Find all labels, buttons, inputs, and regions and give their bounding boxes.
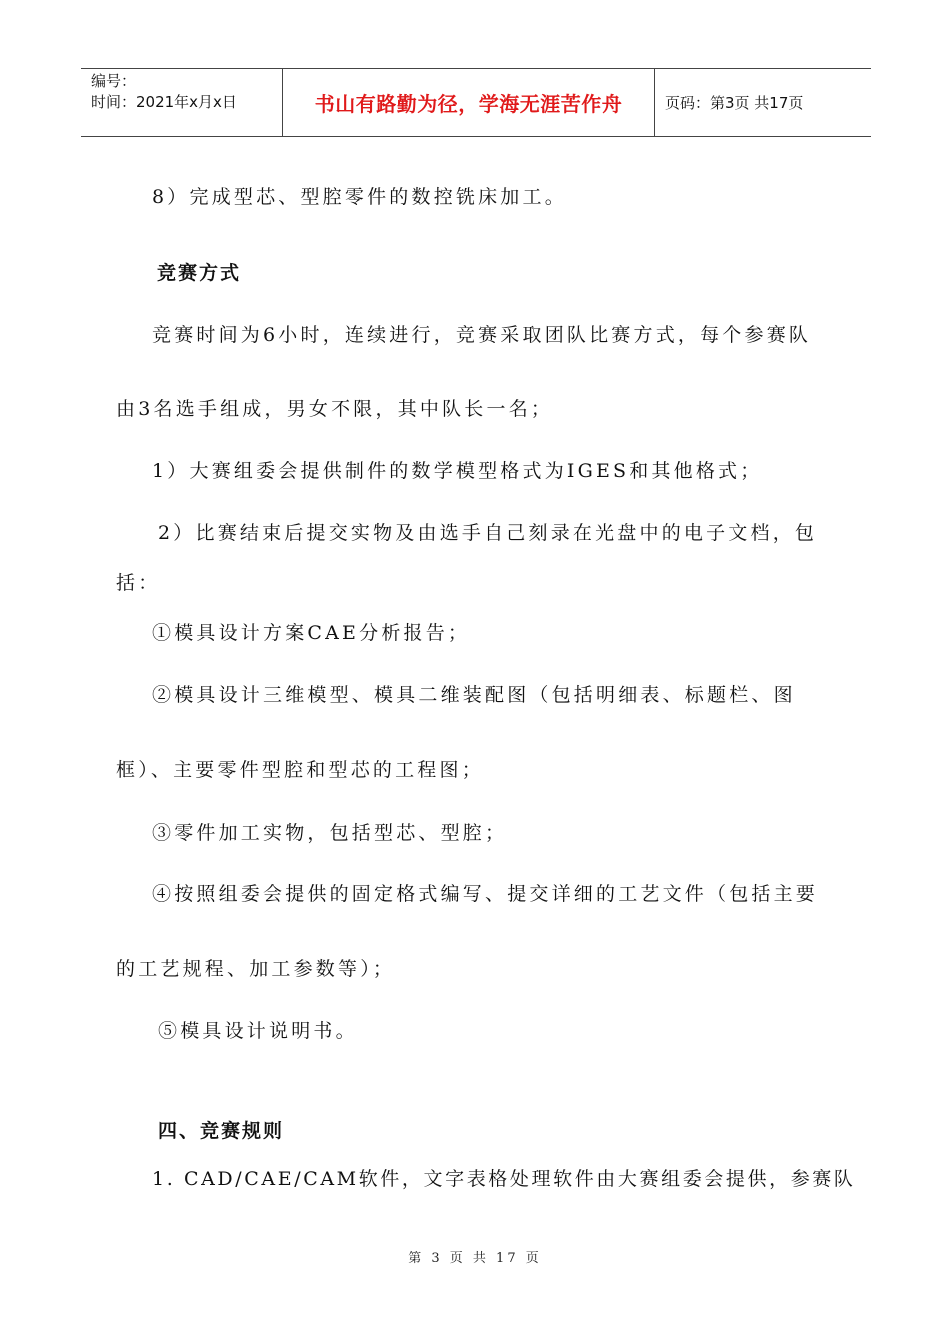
header-info-cell (81, 69, 283, 136)
section-heading-rules: 四、竞赛规则 (158, 1120, 285, 1142)
header-page-code: 页码：第3页 共17页 (665, 94, 804, 112)
text-line-13: 的工艺规程、加工参数等）； (116, 958, 396, 980)
text-line-10: 框）、主要零件型腔和型芯的工程图； (116, 759, 484, 781)
text-line-5: 1）大赛组委会提供制件的数学模型格式为IGES和其他格式； (152, 460, 763, 482)
text-line-14: ⑤模具设计说明书。 (158, 1020, 358, 1042)
page-header-table (81, 68, 871, 137)
text-line-1: 8）完成型芯、型腔零件的数控铣床加工。 (152, 186, 567, 208)
header-time-label: 时间：2021年x月x日 (91, 93, 237, 111)
text-line-7: 括： (116, 572, 161, 594)
header-number-label: 编号： (91, 72, 137, 90)
page-footer: 第 3 页 共 17 页 (408, 1251, 542, 1266)
text-line-11: ③零件加工实物，包括型芯、型腔； (152, 822, 508, 844)
text-line-6: 2）比赛结束后提交实物及由选手自己刻录在光盘中的电子文档，包 (158, 522, 818, 544)
text-line-3: 竞赛时间为6小时，连续进行，竞赛采取团队比赛方式，每个参赛队 (152, 324, 812, 346)
text-line-16: 1. CAD/CAE/CAM软件，文字表格处理软件由大赛组委会提供，参赛队 (152, 1168, 856, 1190)
text-line-4: 由3名选手组成，男女不限，其中队长一名； (116, 398, 554, 420)
header-motto: 书山有路勤为径，学海无涯苦作舟 (283, 69, 655, 136)
text-line-9: ②模具设计三维模型、模具二维装配图（包括明细表、标题栏、图 (152, 684, 796, 706)
section-heading-competition-format: 竞赛方式 (157, 262, 242, 284)
text-line-12: ④按照组委会提供的固定格式编写、提交详细的工艺文件（包括主要 (152, 883, 819, 905)
text-line-8: ①模具设计方案CAE分析报告； (152, 622, 471, 644)
